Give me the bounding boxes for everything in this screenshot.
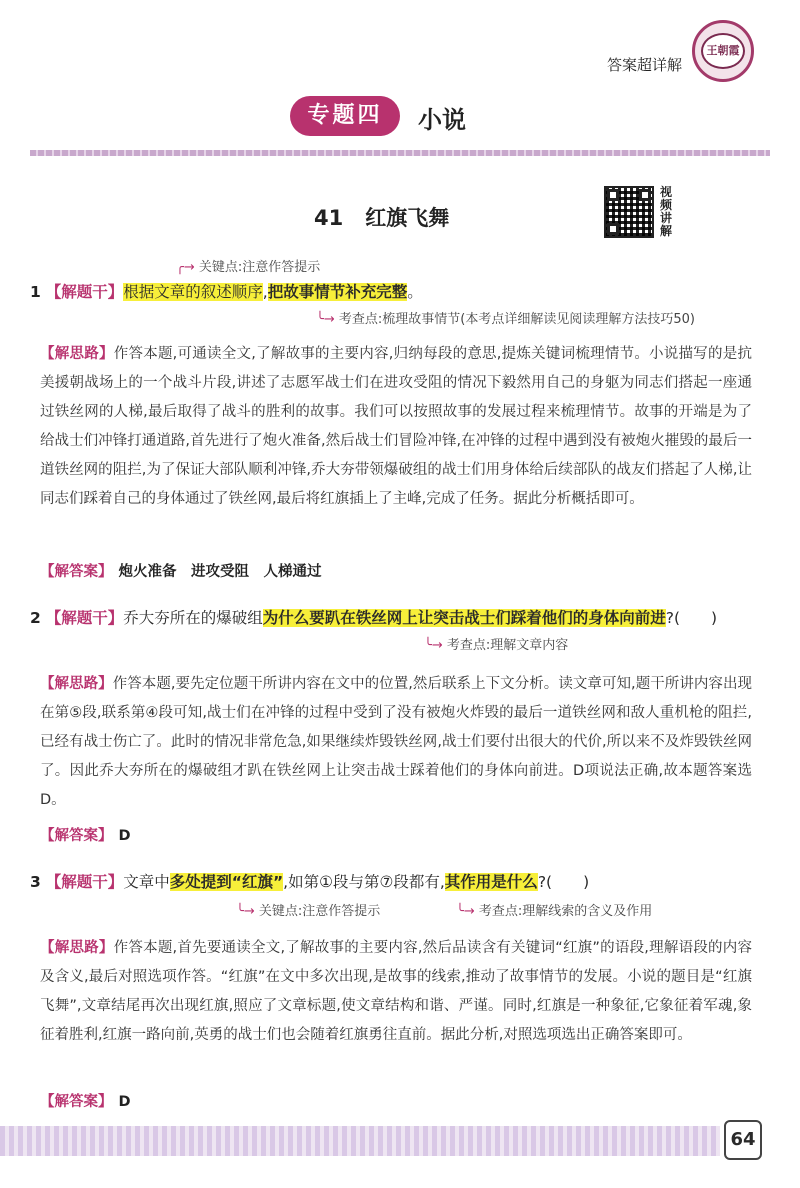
q3-analysis (40, 934, 752, 1050)
q2-answer (40, 824, 131, 845)
q1-analysis-text: 作答本题,可通读全文,了解故事的主要内容,归纳每段的意思,提炼关键词梳理情节。小说描写的是抗美援朝战场上的一个战斗片段,讲述了志愿军战士们在进攻受阻的情况下毅然用自己的身躯为同志们搭起一座通过铁丝网的人梯,最后取得了战斗的胜利的故事。我们可以按照故事的发展过程来梳理情节。故事的开端是为了给战士们冲锋打通道路,首先进行了炮火准备,然后战士们冒险冲锋,在冲锋的过程中遇到没有被炮火摧毁的最后一道铁丝网的阻拦,为了保证大部队顺利冲锋,乔大夯带领爆破组的战士们用身体给后续部队的战友们搭起了人梯,让同志们踩着自己的身体通过了铁丝网,最后将红旗插上了主峰,完成了任务。据此分析概括即可。 (40, 346, 753, 507)
q3-answer-tag: 【解答案】 (40, 1094, 113, 1110)
q1-key-annotation: ╭→ 关键点:注意作答提示 (176, 260, 321, 275)
q1-analysis-tag: 【解思路】 (40, 346, 114, 362)
page-number: 64 (724, 1120, 762, 1160)
arrow-icon: ╰→ (456, 904, 475, 919)
arrow-icon: ╰→ (316, 312, 335, 327)
q3-analysis-text: 作答本题,首先要通读全文,了解故事的主要内容,然后品读含有关键词“红旗”的语段,理解语段的内容及含义,最后对照选项作答。“红旗”在文中多次出现,是故事的线索,推动了故事情节的发展。小说的题目是“红旗飞舞”,文章结尾再次出现红旗,照应了文章标题,使文章结构和谐、严谨。同时,红旗是一种象征,它象征着军魂,象征着胜利,红旗一路向前,英勇的战士们也会随着红旗勇往直前。据此分析,对照选项选出正确答案即可。 (40, 940, 752, 1043)
q3-stem: 3 【解题干】文章中多处提到“红旗”,如第①段与第⑦段都有,其作用是什么?( ) (30, 873, 590, 891)
arrow-icon: ╰→ (424, 638, 443, 653)
q1-number: 1 (30, 283, 41, 301)
qr-code[interactable] (604, 186, 654, 238)
q1-highlight-2: 把故事情节补充完整 (267, 283, 408, 301)
q2-answer-text: D (118, 828, 131, 844)
logo-text: 王朝霞 (701, 33, 745, 69)
q1-answer-text: 炮火准备 进攻受阻 人梯通过 (118, 564, 322, 580)
brand-logo (692, 20, 754, 82)
lesson-number: 41 (314, 206, 344, 230)
q1-stem-tag: 【解题干】 (45, 283, 124, 301)
q2-stem-tag: 【解题干】 (45, 609, 124, 627)
q3-answer-text: D (118, 1094, 131, 1110)
q2-analysis-tag: 【解思路】 (40, 676, 113, 692)
arrow-icon: ╰→ (236, 904, 255, 919)
qr-label: 视频讲解 (660, 185, 673, 238)
q2-number: 2 (30, 609, 41, 627)
topic-name: 小说 (418, 106, 466, 134)
q2-answer-tag: 【解答案】 (40, 828, 113, 844)
q3-highlight-1: 多处提到“红旗” (169, 873, 284, 891)
q3-number: 3 (30, 873, 41, 891)
topic-badge: 专题四 (290, 96, 400, 136)
q1-highlight-1: 根据文章的叙述顺序 (123, 283, 263, 301)
header-divider (30, 150, 770, 156)
q1-point-annotation: ╰→ 考查点:梳理故事情节(本考点详细解读见阅读理解方法技巧50) (316, 312, 695, 327)
q2-point-annotation: ╰→ 考查点:理解文章内容 (424, 638, 569, 653)
header-label: 答案超详解 (606, 56, 682, 74)
q1-answer (40, 560, 322, 581)
q3-key-annotation: ╰→ 关键点:注意作答提示 (236, 904, 381, 919)
q3-stem-tag: 【解题干】 (45, 873, 124, 891)
arrow-icon: ╭→ (176, 260, 195, 275)
lesson-name: 红旗飞舞 (365, 206, 450, 230)
qr-corner (607, 189, 619, 201)
qr-corner (639, 189, 651, 201)
lesson-title (314, 202, 449, 232)
q2-analysis (40, 670, 752, 815)
q3-point-annotation: ╰→ 考查点:理解线索的含义及作用 (456, 904, 653, 919)
q1-answer-tag: 【解答案】 (40, 564, 113, 580)
q1-analysis (40, 340, 752, 514)
q3-analysis-tag: 【解思路】 (40, 940, 114, 956)
q2-analysis-text: 作答本题,要先定位题干所讲内容在文中的位置,然后联系上下文分析。读文章可知,题干所讲内容出现在第⑤段,联系第④段可知,战士们在冲锋的过程中受到了没有被炮火炸毁的最后一道铁丝网和敌人重机枪的阻拦,已经有战士伤亡了。此时的情况非常危急,如果继续炸毁铁丝网,战士们要付出很大的代价,所以来不及炸毁铁丝网了。因此乔大夯所在的爆破组才趴在铁丝网上让突击战士踩着他们的身体向前进。D项说法正确,故本题答案选D。 (40, 676, 752, 808)
qr-corner (607, 223, 619, 235)
q2-highlight: 为什么要趴在铁丝网上让突击战士们踩着他们的身体向前进 (262, 609, 666, 627)
q1-stem: 1 【解题干】根据文章的叙述顺序,把故事情节补充完整。 (30, 283, 423, 301)
q2-stem: 2 【解题干】乔大夯所在的爆破组为什么要趴在铁丝网上让突击战士们踩着他们的身体向前进?( ) (30, 609, 718, 627)
q3-answer (40, 1090, 131, 1111)
q3-highlight-2: 其作用是什么 (444, 873, 538, 891)
footer-band (0, 1126, 720, 1156)
